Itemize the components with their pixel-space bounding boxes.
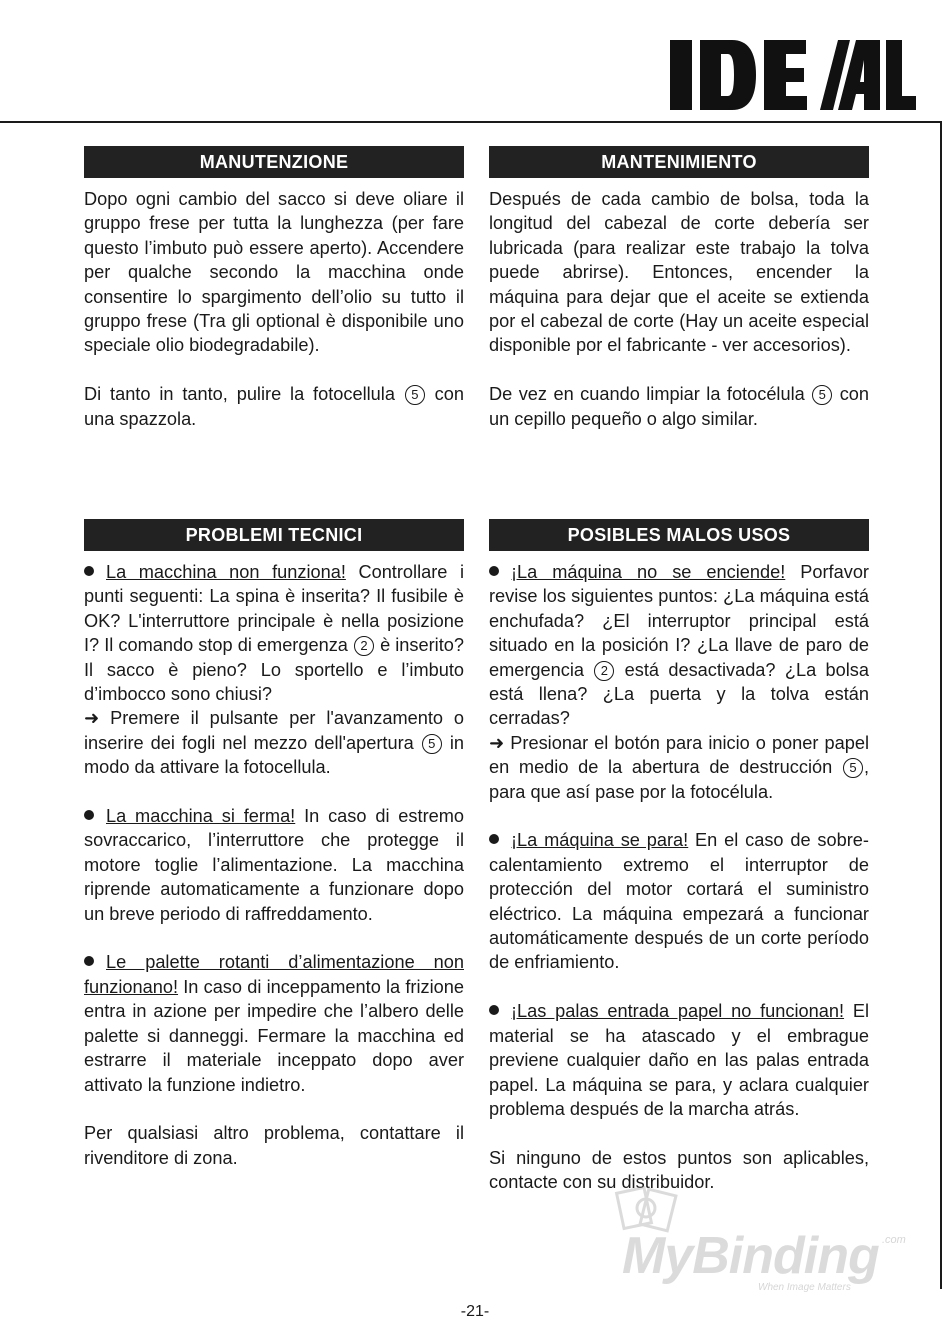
text: Premere il pulsante per l'avanzamento o inserire dei fogli nel mezzo dell'apertura: [84, 708, 464, 753]
text: El material se ha atascado y el embrague previene cualquier daño en las palas entrada papel. La máquina se para, y aclara cualquier problema después de la marcha atrás.: [489, 1001, 869, 1119]
section-problemi-tecnici: [84, 519, 464, 1170]
section-mantenimiento: [489, 146, 869, 431]
paragraph: [84, 382, 464, 431]
mybinding-watermark: [608, 1182, 908, 1294]
text: con un cepillo pequeño o algo similar.: [489, 384, 870, 429]
text: , para que así pase por la fotocélula.: [489, 757, 869, 802]
list-item: [489, 999, 869, 1121]
bullet-icon: [84, 566, 94, 576]
bullet-icon: [489, 1005, 499, 1015]
text: In caso di inceppamento la frizione entra in azione per impedire che l’albero delle palette si danneggi. Fermare la macchina ed estrarre il materiale inceppato dopo aver attivato la funzione indietro.: [84, 976, 464, 1095]
page-number: -21-: [460, 1303, 490, 1320]
ideal-logo: [670, 38, 916, 112]
section-title: MANUTENZIONE: [84, 146, 464, 178]
item-heading: La macchina si ferma!: [106, 806, 296, 827]
bullet-icon: [489, 566, 499, 576]
arrow-icon: ➜: [84, 708, 100, 729]
section-title: POSIBLES MALOS USOS: [489, 519, 869, 551]
frame-top-rule: [0, 121, 942, 123]
section-body: [489, 187, 869, 431]
callout-number: 5: [843, 758, 863, 778]
paragraph: Dopo ogni cambio del sacco si deve oliare il gruppo frese per tutta la lunghezza (per fare questo l’imbuto può essere aperto). Accendere per qualche secondo la macchina onde consentire lo spargimento dell’olio su tutto il gruppo frese (Tra gli optional è disponibile uno speciale olio biodegradabile).: [84, 189, 464, 356]
section-title: PROBLEMI TECNICI: [84, 519, 464, 551]
closing-paragraph: Si ninguno de estos puntos son aplicables, contacte con su distribuidor.: [489, 1147, 869, 1193]
text: Porfavor revise los siguientes puntos: ¿La máquina está enchufada? ¿El interruptor principal está situado en la posición I? ¿La llave de paro de emergencia: [489, 562, 869, 680]
text: Di tanto in tanto, pulire la fotocellula: [84, 384, 395, 405]
item-heading: ¡Las palas entrada papel no funcionan!: [511, 1001, 845, 1022]
item-heading: ¡La máquina no se enciende!: [511, 562, 786, 582]
callout-number: 5: [405, 385, 425, 405]
section-body: [489, 560, 869, 1195]
text: è inserito? Il sacco è pieno? Lo sportello e l’imbuto d’imbocco sono chiusi?: [84, 635, 465, 705]
list-item: [84, 804, 464, 926]
section-body: [84, 187, 464, 431]
text: está desactivada? ¿La bolsa está llena? ¿La puerta y la tolva están cerradas?: [489, 659, 869, 729]
closing-paragraph: Per qualsiasi altro problema, contattare il rivenditore di zona.: [84, 1123, 464, 1168]
text: in modo da attivare la fotocellula.: [84, 732, 464, 778]
frame-right-rule: [940, 121, 942, 1289]
text: Controllare i punti seguenti: La spina è inserita? Il fusibile è OK? L'interruttore principale è nella posizione I? Il comando stop di emergenza: [84, 562, 464, 656]
text: En el caso de sobre-calentamiento extremo el interruptor de protección del motor cortará el suministro eléctrico. La máquina empezará a funcionar automáticamente después de un corte período de enfriamiento.: [489, 830, 869, 973]
section-manutenzione: [84, 146, 464, 431]
section-body: [84, 560, 464, 1170]
item-heading: ¡La máquina se para!: [511, 830, 689, 851]
item-heading: La macchina non funziona!: [106, 562, 346, 582]
list-item: [489, 828, 869, 974]
text: Presionar el botón para inicio o poner papel en medio de la abertura de destrucción: [489, 732, 869, 778]
arrow-icon: ➜: [489, 732, 505, 753]
list-item: [84, 560, 464, 780]
paragraph: Después de cada cambio de bolsa, toda la longitud del cabezal de corte debería ser lubricada (para realizar este trabajo la tolva puede abrirse). Entonces, encender la máquina para dejar que el aceite se extienda por el cabezal de corte (Hay un aceite especial disponible por el fabricante - ver accesorios).: [489, 189, 869, 356]
list-item: [84, 950, 464, 1096]
bullet-icon: [84, 956, 94, 966]
watermark-suffix: .com: [882, 1234, 906, 1246]
list-item: [489, 560, 869, 804]
callout-number: 5: [422, 734, 442, 754]
bullet-icon: [489, 834, 499, 844]
bullet-icon: [84, 810, 94, 820]
text: In caso di estremo sovraccarico, l’interruttore che protegge il motore toglie l’alimentazione. La macchina riprende automaticamente a funzionare dopo un breve periodo di raffreddamento.: [84, 806, 465, 924]
paragraph: [489, 382, 869, 431]
item-heading: Le palette rotanti d’alimentazione non funzionano!: [84, 952, 464, 997]
callout-number: 5: [812, 385, 832, 405]
text: con una spazzola.: [84, 384, 464, 429]
watermark-tagline: When Image Matters: [758, 1282, 851, 1293]
section-title: MANTENIMIENTO: [489, 146, 869, 178]
callout-number: 2: [354, 636, 374, 656]
section-posibles-malos-usos: [489, 519, 869, 1195]
callout-number: 2: [594, 661, 614, 681]
watermark-name: MyBinding: [622, 1227, 879, 1285]
text: De vez en cuando limpiar la fotocélula: [489, 384, 805, 405]
